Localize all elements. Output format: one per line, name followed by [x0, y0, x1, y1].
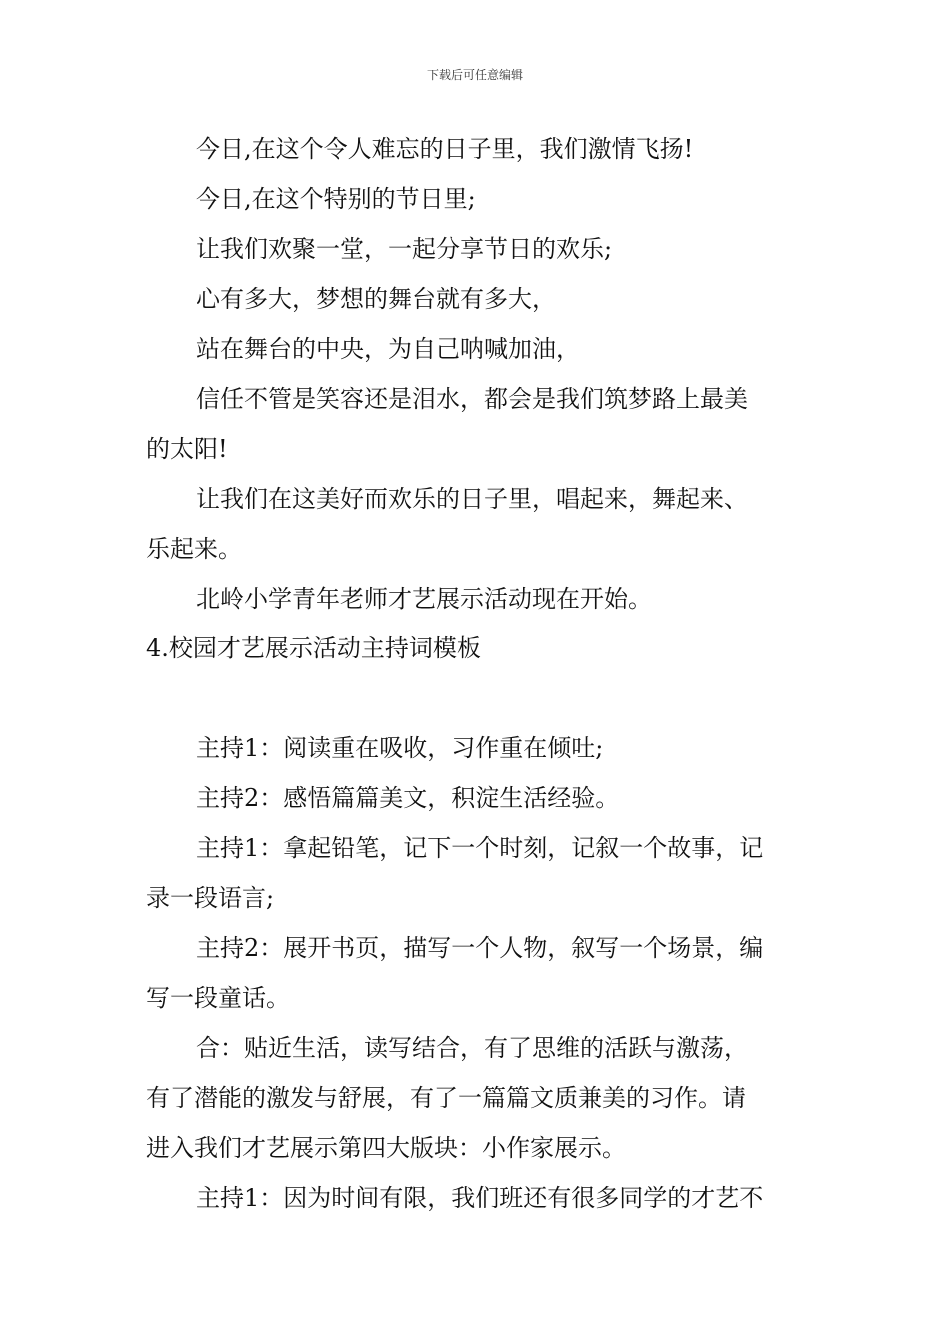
paragraph-line: 主持1：阅读重在吸收，习作重在倾吐;: [196, 734, 604, 762]
paragraph-line: 北岭小学青年老师才艺展示活动现在开始。: [196, 585, 652, 613]
paragraph-line: 有了潜能的激发与舒展，有了一篇篇文质兼美的习作。请: [146, 1084, 746, 1112]
paragraph-line: 主持2：展开书页，描写一个人物，叙写一个场景，编: [196, 934, 764, 962]
paragraph-line: 进入我们才艺展示第四大版块：小作家展示。: [146, 1134, 626, 1162]
paragraph-line: 信任不管是笑容还是泪水，都会是我们筑梦路上最美: [196, 385, 748, 413]
paragraph-line: 主持2：感悟篇篇美文，积淀生活经验。: [196, 784, 620, 812]
paragraph-line: 站在舞台的中央，为自己呐喊加油，: [196, 335, 580, 363]
paragraph-line: 写一段童话。: [146, 984, 290, 1012]
paragraph-line: 今日,在这个令人难忘的日子里，我们激情飞扬!: [196, 135, 694, 163]
paragraph-line: 今日,在这个特别的节日里;: [196, 185, 476, 213]
paragraph-line: 主持1：因为时间有限，我们班还有很多同学的才艺不: [196, 1184, 764, 1212]
paragraph-line: 录一段语言;: [146, 884, 275, 912]
paragraph-line: 合：贴近生活，读写结合，有了思维的活跃与激荡，: [196, 1034, 748, 1062]
paragraph-line: 心有多大，梦想的舞台就有多大，: [196, 285, 556, 313]
section-heading: 4.校园才艺展示活动主持词模板: [146, 634, 481, 662]
paragraph-line: 让我们欢聚一堂，一起分享节日的欢乐;: [196, 235, 613, 263]
page-header-note: 下载后可任意编辑: [426, 68, 523, 82]
paragraph-line: 让我们在这美好而欢乐的日子里，唱起来，舞起来、: [196, 485, 748, 513]
paragraph-line: 的太阳!: [146, 435, 228, 463]
paragraph-line: 乐起来。: [146, 535, 242, 563]
paragraph-line: 主持1：拿起铅笔，记下一个时刻，记叙一个故事，记: [196, 834, 764, 862]
